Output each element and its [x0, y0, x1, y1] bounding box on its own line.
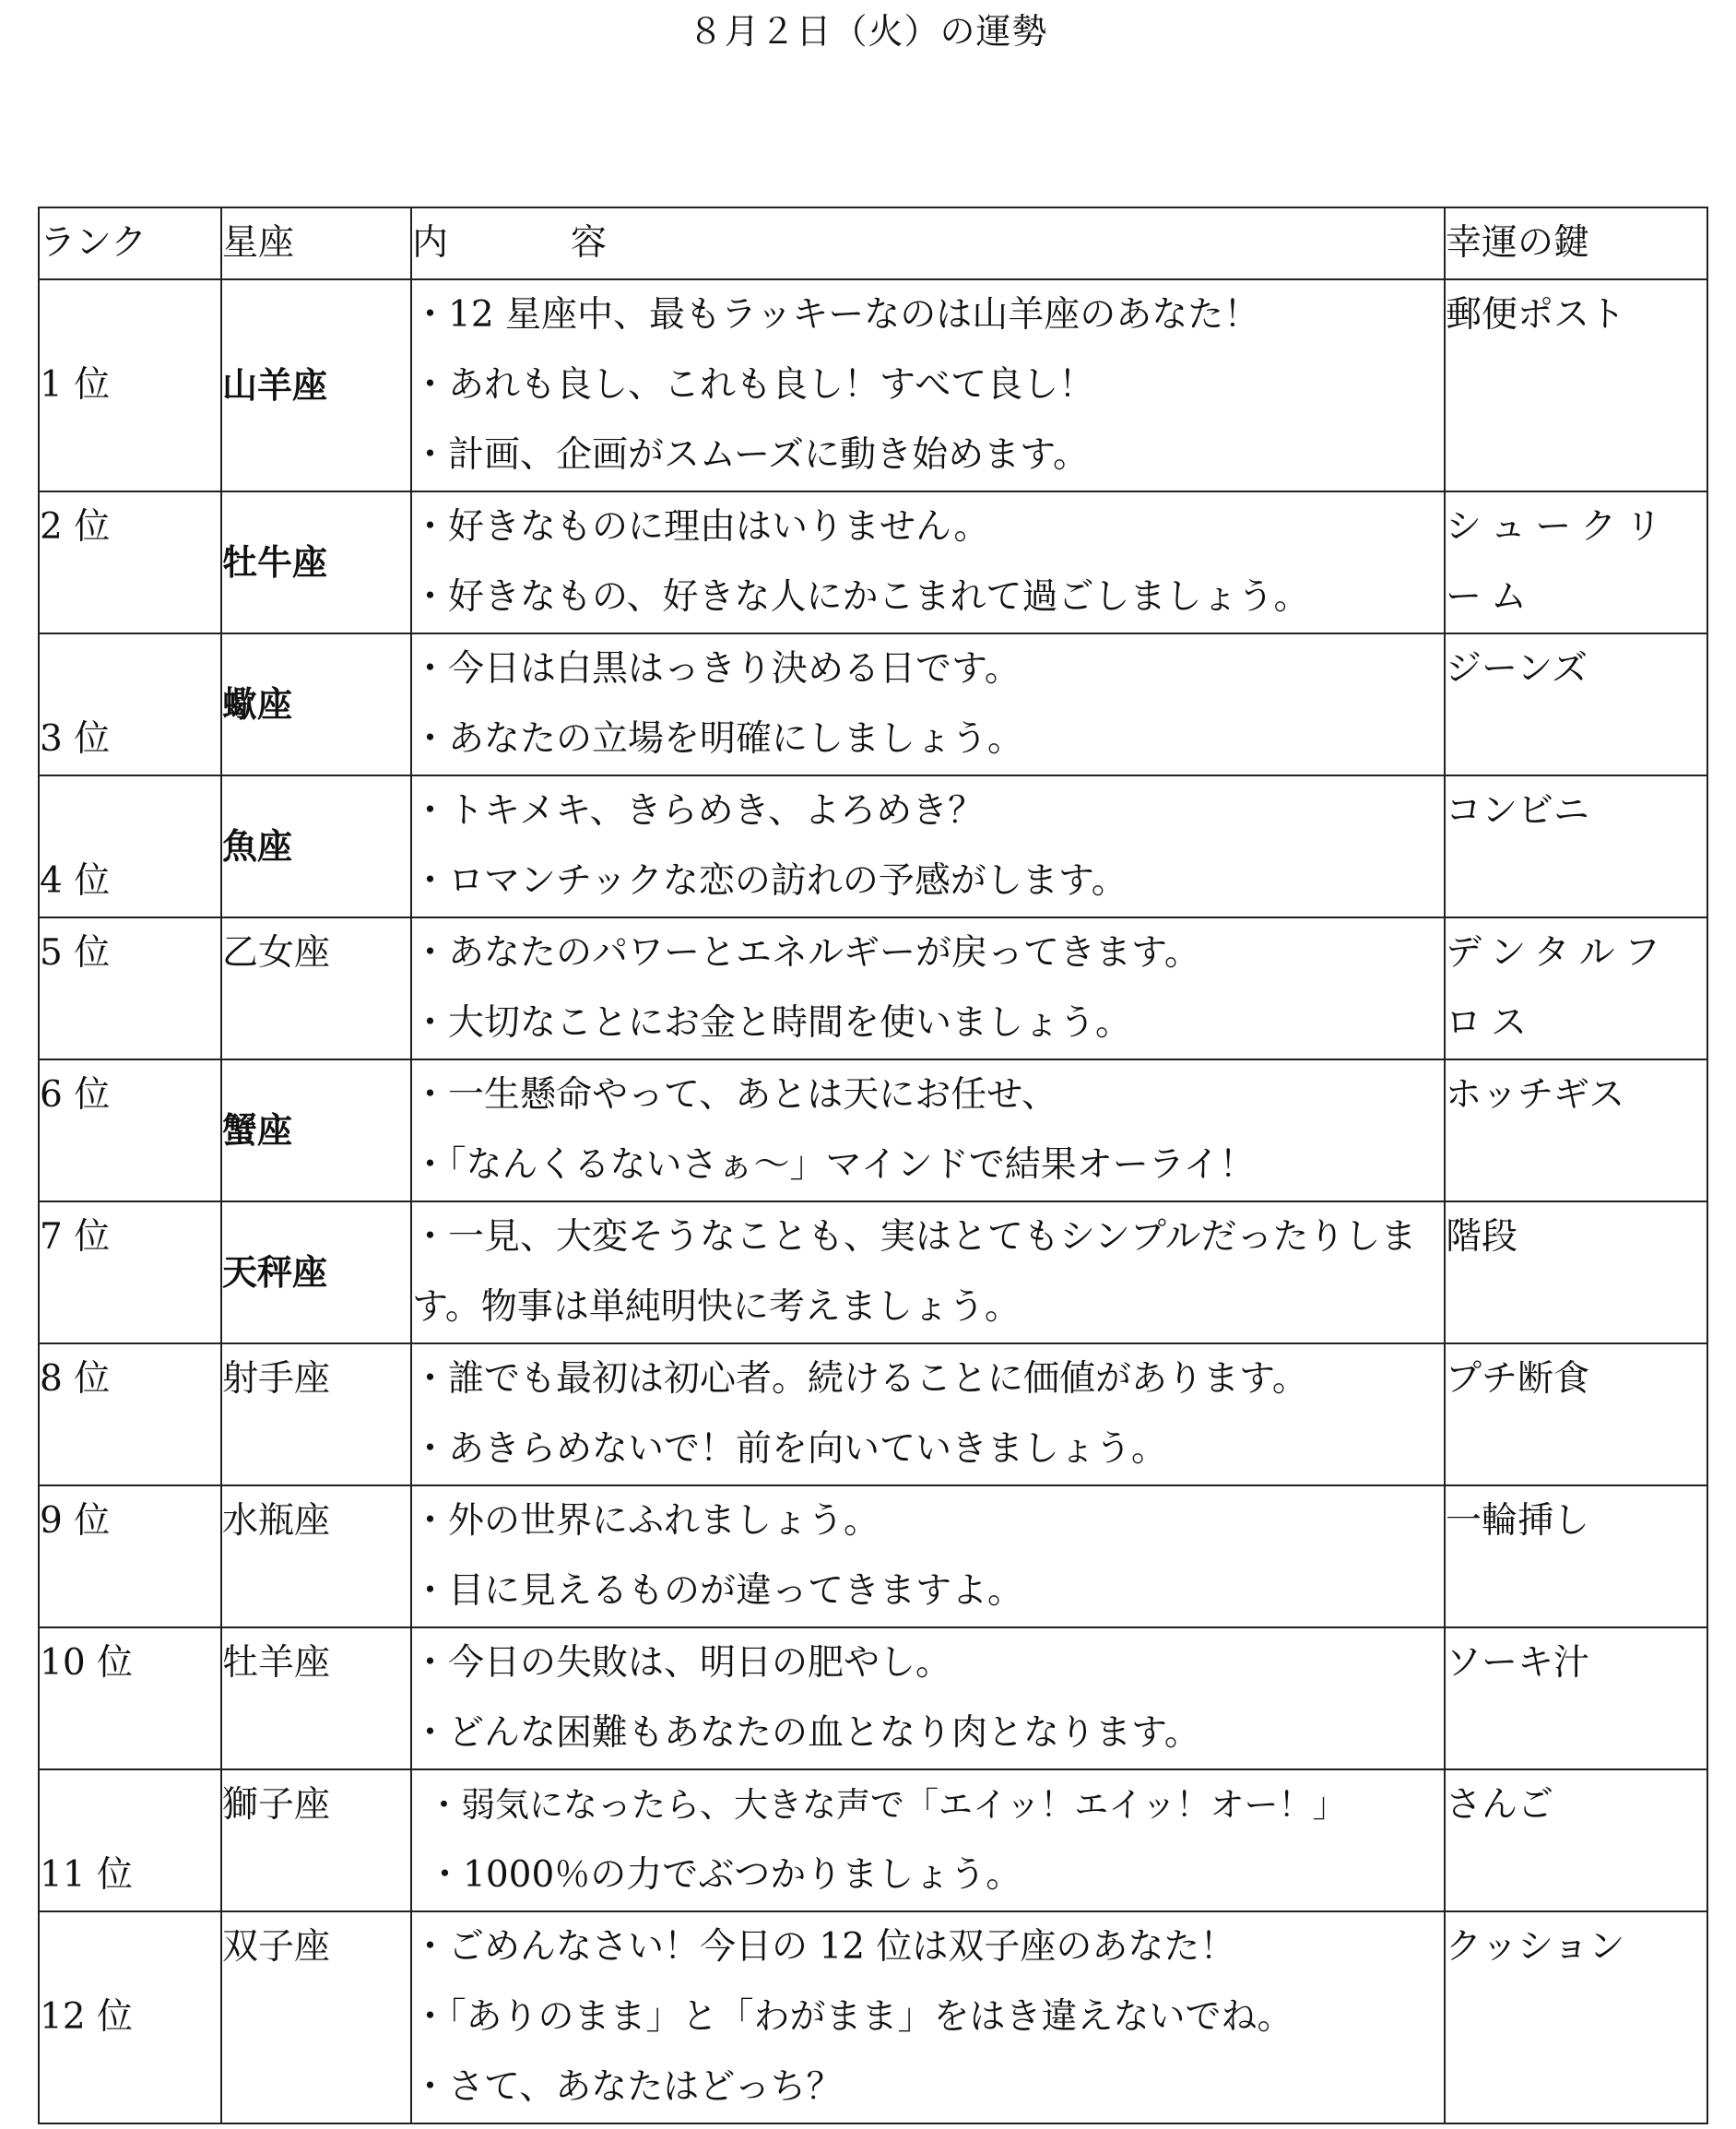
content-line: ・あなたの立場を明確にしましょう。: [412, 718, 1024, 760]
lucky-key-cell: プチ断食: [1445, 1343, 1707, 1485]
table-row: [39, 279, 1707, 491]
content-line: ・どんな困難もあなたの血となり肉となります。: [412, 1712, 1200, 1754]
content-line: ・誰でも最初は初心者。続けることに価値があります。: [412, 1358, 1308, 1400]
content-line: ・あきらめないで！前を向いていきましょう。: [412, 1428, 1168, 1470]
sign-cell: 魚座: [221, 775, 411, 917]
content-line: ・「ありのまま」と「わがまま」をはき違えないでね。: [412, 1996, 1293, 2038]
table-row: [39, 1343, 1707, 1485]
content-cell: [411, 279, 1445, 491]
content-line: ・「なんくるないさぁ～」マインドで結果オーライ！: [412, 1144, 1256, 1186]
table-row: [39, 1627, 1707, 1769]
content-cell: [411, 1485, 1445, 1627]
rank-cell: 5 位: [39, 917, 221, 1059]
page-title: ８月２日（火）の運勢: [688, 11, 1048, 52]
content-line: ・トキメキ、きらめき、よろめき？: [412, 790, 985, 832]
rank-cell: 6 位: [39, 1059, 221, 1201]
lucky-key-cell: さんご: [1445, 1769, 1707, 1911]
lucky-key-cell: クッション: [1445, 1911, 1707, 2123]
sign-cell: 牡牛座: [221, 491, 411, 633]
table-row: [39, 775, 1707, 917]
content-line: ・今日の失敗は、明日の肥やし。: [412, 1642, 952, 1684]
content-line: ・一生懸命やって、あとは天にお任せ、: [412, 1074, 1058, 1116]
lucky-key-cell: シュークリーム: [1445, 491, 1707, 633]
content-line: ・好きなものに理由はいりません。: [412, 506, 990, 548]
content-line: ・弱気になったら、大きな声で「エイッ！エイッ！オー！」: [427, 1785, 1347, 1825]
table-row: [39, 633, 1707, 775]
sign-cell: 水瓶座: [221, 1485, 411, 1627]
header-row: [39, 207, 1707, 279]
lucky-key-cell: ジーンズ: [1445, 633, 1707, 775]
content-line: ・一見、大変そうなことも、実はとてもシンプルだったりします。物事は単純明快に考えましょう。: [412, 1216, 1417, 1328]
sign-cell: 天秤座: [221, 1201, 411, 1343]
table-row: [39, 1059, 1707, 1201]
rank-cell: 10 位: [39, 1627, 221, 1769]
content-cell: [411, 1627, 1445, 1769]
sign-cell: 蟹座: [221, 1059, 411, 1201]
content-line: ・大切なことにお金と時間を使いましょう。: [412, 1002, 1132, 1044]
table-row: [39, 491, 1707, 633]
content-line: ・12 星座中、最もラッキーなのは山羊座のあなた！: [412, 294, 1260, 336]
fortune-table: [38, 207, 1708, 2124]
content-line: ・計画、企画がスムーズに動き始めます。: [412, 434, 1089, 476]
rank-cell: 11 位: [39, 1769, 221, 1911]
sign-cell: 獅子座: [221, 1769, 411, 1911]
content-line: ・ごめんなさい！今日の 12 位は双子座のあなた！: [412, 1926, 1236, 1968]
sign-cell: 射手座: [221, 1343, 411, 1485]
table-row: [39, 1201, 1707, 1343]
rank-cell: 8 位: [39, 1343, 221, 1485]
lucky-key-cell: コンビニ: [1445, 775, 1707, 917]
rank-cell: 7 位: [39, 1201, 221, 1343]
content-line: ・1000％の力でぶつかりましょう。: [427, 1854, 1022, 1896]
content-line: ・好きなもの、好きな人にかこまれて過ごしましょう。: [412, 576, 1310, 618]
table-row: [39, 1911, 1707, 2123]
content-cell: [411, 1343, 1445, 1485]
rank-cell: 3 位: [39, 633, 221, 775]
content-cell: [411, 1201, 1445, 1343]
lucky-key-cell: ホッチギス: [1445, 1059, 1707, 1201]
rank-cell: 9 位: [39, 1485, 221, 1627]
content-cell: [411, 1769, 1445, 1911]
table-row: [39, 917, 1707, 1059]
lucky-key-cell: ソーキ汁: [1445, 1627, 1707, 1769]
lucky-key-cell: デンタルフロス: [1445, 917, 1707, 1059]
sign-cell: 乙女座: [221, 917, 411, 1059]
table-row: [39, 1485, 1707, 1627]
rank-cell: 2 位: [39, 491, 221, 633]
header-rank: ランク: [39, 207, 221, 279]
header-sign: 星座: [221, 207, 411, 279]
rank-cell: 4 位: [39, 775, 221, 917]
rank-cell: 1 位: [39, 279, 221, 491]
sign-cell: 双子座: [221, 1911, 411, 2123]
content-line: ・今日は白黒はっきり決める日です。: [412, 648, 1021, 690]
lucky-key-cell: 階段: [1445, 1201, 1707, 1343]
content-cell: [411, 633, 1445, 775]
content-cell: [411, 775, 1445, 917]
content-cell: [411, 917, 1445, 1059]
sign-cell: 蠍座: [221, 633, 411, 775]
sign-cell: 牡羊座: [221, 1627, 411, 1769]
header-content: 内 容: [411, 207, 1445, 279]
content-cell: [411, 1059, 1445, 1201]
content-cell: [411, 1911, 1445, 2123]
sign-cell: 山羊座: [221, 279, 411, 491]
content-line: ・あなたのパワーとエネルギーが戻ってきます。: [412, 932, 1200, 974]
content-cell: [411, 491, 1445, 633]
table-row: [39, 1769, 1707, 1911]
content-line: ・目に見えるものが違ってきますよ。: [412, 1570, 1024, 1612]
lucky-key-cell: 郵便ポスト: [1445, 279, 1707, 491]
content-line: ・さて、あなたはどっち？: [412, 2066, 843, 2108]
content-line: ・外の世界にふれましょう。: [412, 1500, 880, 1542]
content-line: ・ロマンチックな恋の訪れの予感がします。: [412, 860, 1128, 902]
lucky-key-cell: 一輪挿し: [1445, 1485, 1707, 1627]
rank-cell: 12 位: [39, 1911, 221, 2123]
content-line: ・あれも良し、これも良し！すべて良し！: [412, 364, 1095, 406]
header-lucky-key: 幸運の鍵: [1445, 207, 1707, 279]
